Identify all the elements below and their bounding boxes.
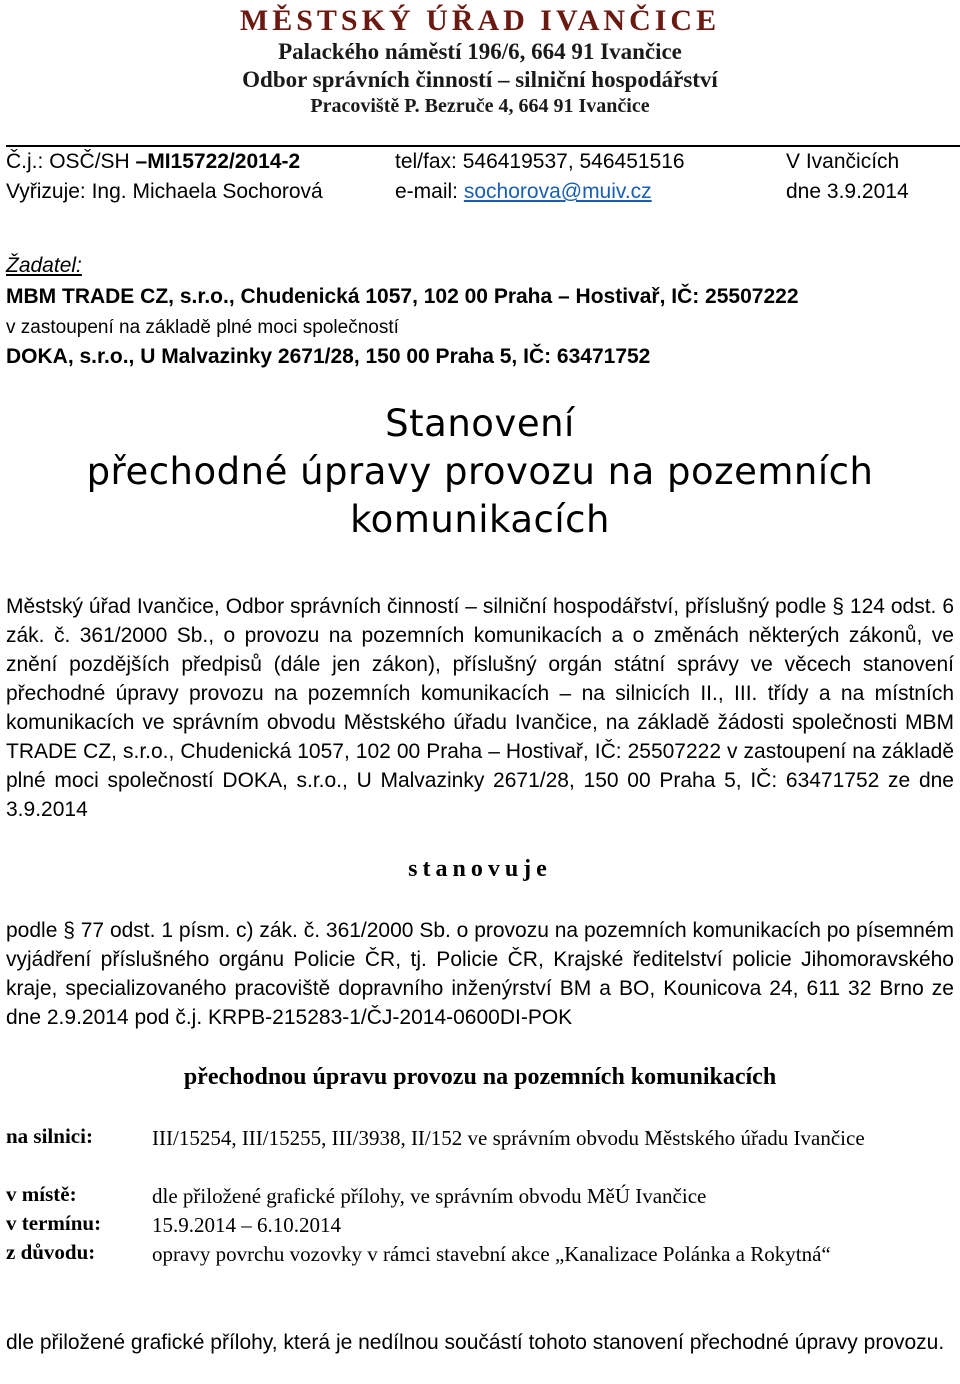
office-department: Odbor správních činností – silniční hospodářství (242, 67, 718, 92)
applicant-representative: DOKA, s.r.o., U Malvazinky 2671/28, 150 00 Praha 5, IČ: 63471752 (6, 345, 651, 368)
document-title-line1: Stanovení (385, 402, 575, 445)
email-link[interactable]: sochorova@muiv.cz (463, 180, 652, 203)
detail-label-road: na silnici: (6, 1124, 93, 1148)
detail-value-reason: opravy povrchu vozovky v rámci stavební akce „Kanalizace Polánka a Rokytná“ (152, 1242, 831, 1266)
basis-paragraph: podle § 77 odst. 1 písm. c) zák. č. 361/2000 Sb. o provozu na pozemních komunikacích po písemném vyjádření příslušného orgánu Policie ČR, tj. Policie ČR, Krajské ředitelství policie Jihomoravského kraje, specializovaného pracoviště dopravního inženýrství BM a BO, Kounicova 24, 611 32 Brno ze dne 2.9.2014 pod č.j. KRPB-215283-1/ČJ-2014-0600DI-POK (6, 919, 954, 1029)
detail-value-term: 15.9.2014 – 6.10.2014 (152, 1213, 341, 1237)
office-address: Palackého náměstí 196/6, 664 91 Ivančice (278, 39, 682, 64)
email: e-mail: sochorova@muiv.cz (395, 180, 652, 203)
detail-value-place: dle přiložené grafické přílohy, ve správním obvodu MěÚ Ivančice (152, 1184, 707, 1208)
detail-label-reason: z důvodu: (6, 1240, 96, 1264)
applicant-label: Žadatel: (6, 254, 82, 277)
document-date: dne 3.9.2014 (786, 180, 909, 203)
reference-number: Č.j.: OSČ/SH –MI15722/2014-2 (6, 150, 301, 173)
decision-word: stanovuje (408, 856, 552, 882)
applicant-representation: v zastoupení na základě plné moci společností (6, 317, 399, 338)
office-workplace: Pracoviště P. Bezruče 4, 664 91 Ivančice (310, 95, 650, 117)
place: V Ivančicích (786, 150, 900, 173)
detail-label-term: v termínu: (6, 1211, 102, 1235)
closing-paragraph: dle přiložené grafické přílohy, která je nedílnou součástí tohoto stanovení přechodné úpravy provozu. (6, 1331, 945, 1354)
detail-label-place: v místě: (6, 1182, 77, 1206)
document-title-line2: přechodné úpravy provozu na pozemních (86, 450, 874, 493)
phone-fax: tel/fax: 546419537, 546451516 (395, 150, 685, 173)
applicant-line: MBM TRADE CZ, s.r.o., Chudenická 1057, 102 00 Praha – Hostivař, IČ: 25507222 (6, 285, 799, 308)
document-title-line3: komunikacích (350, 498, 610, 541)
detail-value-road: III/15254, III/15255, III/3938, II/152 ve správním obvodu Městského úřadu Ivančice (152, 1126, 865, 1150)
intro-paragraph: Městský úřad Ivančice, Odbor správních činností – silniční hospodářství, příslušný podle § 124 odst. 6 zák. č. 361/2000 Sb., o provozu na pozemních komunikacích a o změnách některých zákonů, ve znění pozdějších předpisů (dále jen zákon), příslušný orgán státní správy ve věcech stanovení přechodné úpravy provozu na pozemních komunikacích – na silnicích II., III. třídy a na místních komunikacích ve správním obvodu Městského úřadu Ivančice, na základě žádosti společnosti MBM TRADE CZ, s.r.o., Chudenická 1057, 102 00 Praha – Hostivař, IČ: 25507222 v zastoupení na základě plné moci společností DOKA, s.r.o., U Malvazinky 2671/28, 150 00 Praha 5, IČ: 63471752 ze dne 3.9.2014 (6, 595, 954, 821)
handler: Vyřizuje: Ing. Michaela Sochorová (6, 180, 323, 203)
header-divider (6, 145, 960, 147)
office-title: MĚSTSKÝ ÚŘAD IVANČICE (239, 4, 721, 37)
section-heading: přechodnou úpravu provozu na pozemních komunikacích (183, 1064, 777, 1090)
